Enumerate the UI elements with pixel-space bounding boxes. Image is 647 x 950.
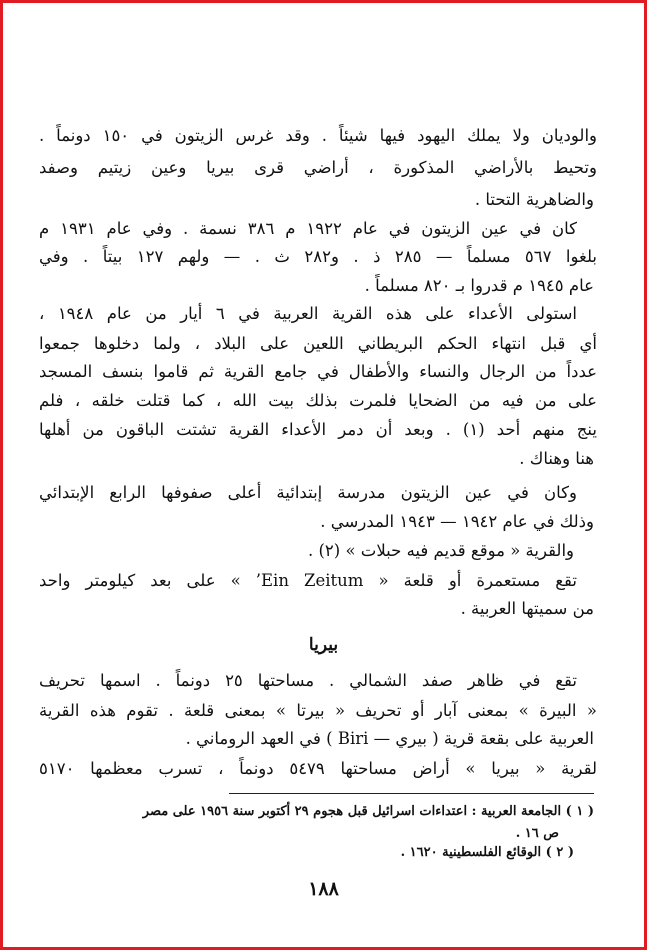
text-line: هنا وهناك . xyxy=(519,449,594,468)
text-line: تقع في ظاهر صفد الشمالي . مساحتها ٢٥ دونماً . اسمها تحريف xyxy=(39,671,577,690)
text-line: « البيرة » بمعنى آبار أو تحريف « بيرتا » بمعنى قلعة . تقوم هذه القرية xyxy=(39,701,597,720)
text-line: من سميتها العربية . xyxy=(460,599,594,618)
text-line: وكان في عين الزيتون مدرسة إبتدائية أعلى صفوفها الرابع الإبتدائي xyxy=(39,483,577,502)
text-line: ينج منهم أحد (١) . وبعد أن دمر الأعداء القرية تشتت الباقون من أهلها xyxy=(39,420,597,439)
text-line: كان في عين الزيتون في عام ١٩٢٢ م ٣٨٦ نسمة . وفي عام ١٩٣١ م xyxy=(39,219,577,238)
text-line: استولى الأعداء على هذه القرية العربية في ٦ أيار من عام ١٩٤٨ ، xyxy=(39,304,577,323)
text-line: العربية على بقعة قرية ( بيري — Biri ) في العهد الروماني . xyxy=(185,729,594,748)
text-line: على من فيه من الضحايا فلمرت بذلك بيت الله ، كما قتلت خلقه ، فلم xyxy=(39,391,597,410)
text-line: لقرية « بيريا » أراض مساحتها ٥٤٧٩ دونماً ، تسرب معظمها ٥١٧٠ xyxy=(39,759,597,778)
footnote: ( ٢ ) الوقائع الفلسطينية ١٦٢٠ . xyxy=(400,845,574,860)
footnote-divider xyxy=(229,793,594,794)
footnote: ( ١ ) الجامعة العربية : اعتداءات اسرائيل قبل هجوم ٢٩ أكتوبر سنة ١٩٥٦ على مصر xyxy=(142,804,594,819)
section-title: بيريا xyxy=(308,635,339,655)
text-line: بلغوا ٥٦٧ مسلماً — ٢٨٥ ذ . و٢٨٢ ث . — ولهم ١٢٧ بيتاً . وفي xyxy=(39,247,598,266)
text-line: وذلك في عام ١٩٤٢ — ١٩٤٣ المدرسي . xyxy=(320,512,594,531)
text-line: والضاهرية التحتا . xyxy=(474,190,594,209)
page-number: ١٨٨ xyxy=(308,878,339,900)
text-line: وتحيط بالأراضي المذكورة ، أراضي قرى بيريا وعين زيتيم وصفد xyxy=(39,158,597,177)
text-line: والوديان ولا يملك اليهود فيها شيئاً . وقد غرس الزيتون في ١٥٠ دونماً . xyxy=(39,126,597,145)
text-line: والقرية « موقع قديم فيه حبلات » (٢) . xyxy=(307,541,574,560)
text-line: عدداً من الرجال والنساء والأطفال في جامع القرية ثم قاموا بنسف المسجد xyxy=(39,362,597,381)
footnote: ص ١٦ . xyxy=(515,826,559,841)
text-line: تقع مستعمرة أو قلعة « Ein Zeitum’ » على بعد كيلومتر واحد xyxy=(39,571,577,590)
text-line: أي قبل انتهاء الحكم البريطاني اللعين على البلاد ، ولما دخلوها جمعوا xyxy=(39,334,597,353)
text-line: عام ١٩٤٥ م قدروا بـ ٨٢٠ مسلماً . xyxy=(364,276,594,295)
